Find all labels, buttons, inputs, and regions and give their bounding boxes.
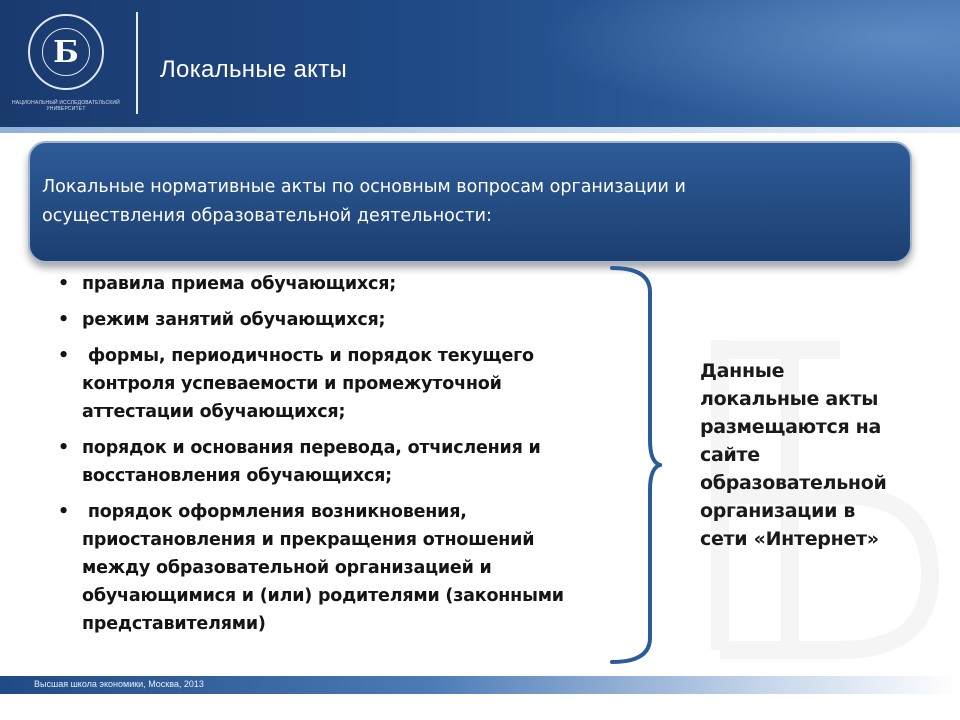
- intro-banner: [28, 141, 912, 263]
- footer-text: Высшая школа экономики, Москва, 2013: [34, 679, 204, 689]
- list-item-line: порядок оформления возникновения,: [82, 502, 467, 522]
- callout-text: [700, 357, 940, 553]
- header-stripe: [0, 127, 960, 133]
- header-divider: [136, 12, 138, 114]
- callout-line: сайте: [700, 444, 760, 466]
- banner-line-2: осуществления образовательной деятельности:: [42, 206, 492, 226]
- list-item: [58, 498, 630, 638]
- bullet-dot: •: [58, 274, 69, 294]
- list-item-line: представителями): [82, 614, 266, 634]
- list-item-line: между образовательной организацией и: [82, 558, 492, 578]
- callout-line: сети «Интернет»: [700, 528, 879, 550]
- callout-line: локальные акты: [700, 388, 879, 410]
- list-item-line: контроля успеваемости и промежуточной: [82, 374, 502, 394]
- list-item-line: режим занятий обучающихся;: [82, 310, 386, 330]
- slide-title: Локальные акты: [160, 56, 348, 83]
- callout-line: организации в: [700, 500, 856, 522]
- list-item-line: аттестации обучающихся;: [82, 402, 346, 422]
- list-item: [58, 270, 630, 298]
- list-item-line: восстановления обучающихся;: [82, 466, 392, 486]
- list-item: [58, 342, 630, 426]
- list-item-line: обучающимися и (или) родителями (законными: [82, 586, 564, 606]
- bullet-dot: •: [58, 438, 69, 458]
- banner-line-1: Локальные нормативные акты по основным вопросам организации и: [42, 177, 686, 197]
- callout-line: образовательной: [700, 472, 887, 494]
- bullet-dot: •: [58, 346, 69, 366]
- university-logo: [28, 14, 104, 90]
- footer-bar: [0, 676, 960, 694]
- header-glow: [540, 0, 960, 127]
- callout-line: Данные: [700, 360, 785, 382]
- logo-caption: НАЦИОНАЛЬНЫЙ ИССЛЕДОВАТЕЛЬСКИЙ УНИВЕРСИТЕТ: [12, 100, 120, 112]
- callout-line: размещаются на: [700, 416, 882, 438]
- header-bar: [0, 0, 960, 127]
- list-item: [58, 434, 630, 490]
- bullet-dot: •: [58, 310, 69, 330]
- list-item-line: формы, периодичность и порядок текущего: [82, 346, 534, 366]
- list-item: [58, 306, 630, 334]
- list-item-line: приостановления и прекращения отношений: [82, 530, 535, 550]
- bullet-dot: •: [58, 502, 69, 522]
- list-item-line: порядок и основания перевода, отчисления и: [82, 438, 541, 458]
- bullet-list: [58, 270, 630, 638]
- banner-text: [42, 173, 902, 231]
- logo-letter: Б: [53, 34, 79, 70]
- list-item-line: правила приема обучающихся;: [82, 274, 397, 294]
- right-curly-brace: [606, 262, 662, 668]
